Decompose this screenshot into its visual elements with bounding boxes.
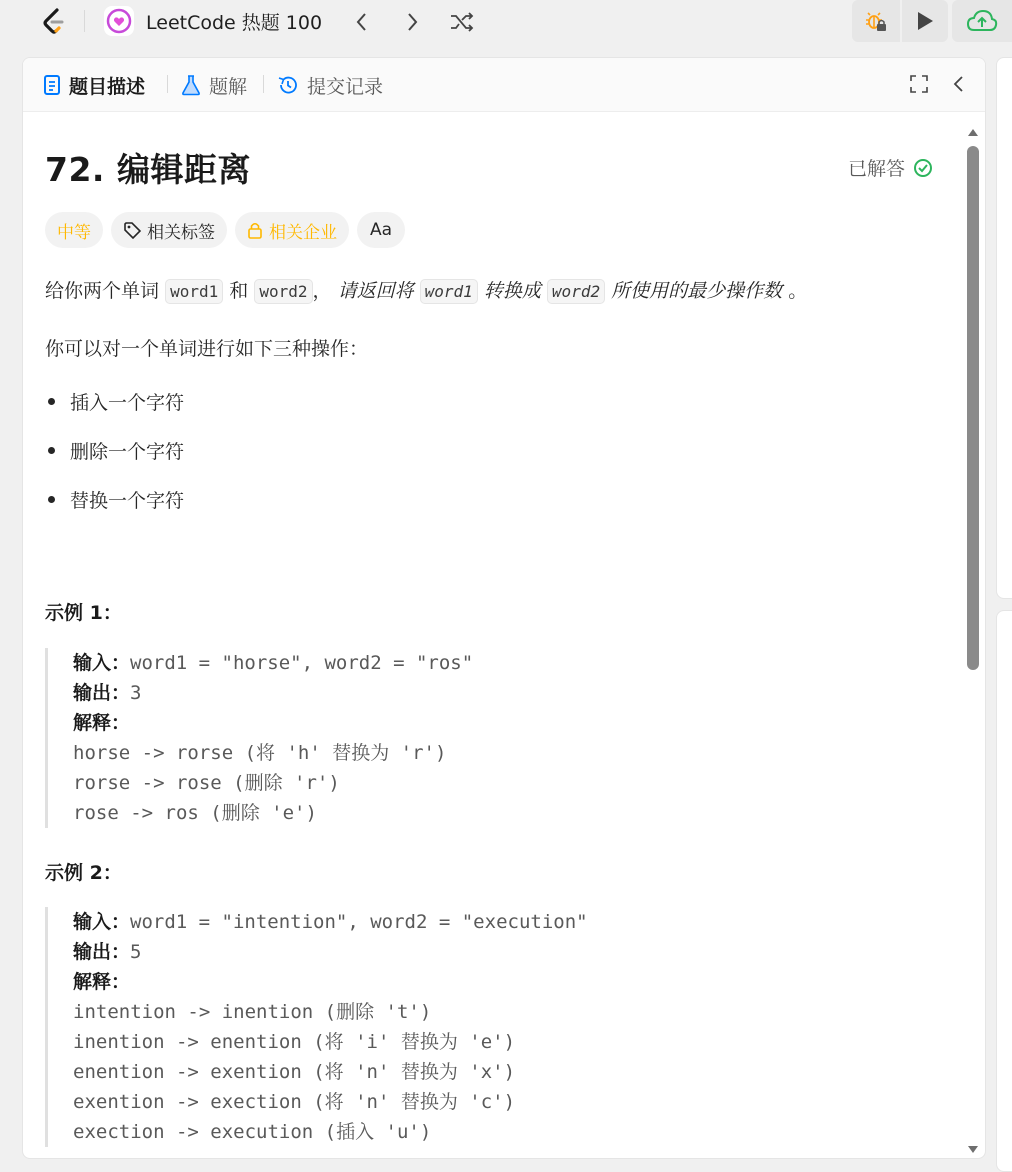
tab-description[interactable] (43, 70, 145, 100)
operations-intro: 你可以对一个单词进行如下三种操作： (45, 338, 369, 360)
chevron-left-icon (353, 11, 371, 33)
bug-lock-icon (864, 9, 888, 33)
difficulty-badge (45, 212, 103, 248)
chevron-right-icon (403, 11, 421, 33)
list-item-label: 删除一个字符 (70, 441, 185, 463)
code-editor-panel (996, 57, 1012, 599)
example-input (73, 907, 588, 937)
study-plan-title[interactable]: LeetCode 热题 100 (146, 11, 323, 34)
example-heading: 示例 2： (45, 862, 122, 884)
problem-description (45, 276, 807, 303)
bullet-dot (48, 496, 55, 503)
desc-text: 请返回将 (337, 280, 414, 302)
desc-text: 所使用的最少操作数 (611, 280, 783, 302)
tab-divider (167, 75, 168, 93)
example-input (73, 648, 473, 678)
desc-text: 转换成 (483, 280, 541, 302)
example-step: rorse -> rose (删除 'r') (73, 772, 340, 794)
description-panel (22, 57, 986, 1159)
desc-text: ， (312, 280, 332, 302)
desc-text: 。 (788, 280, 808, 302)
example-step: exention -> exection (将 'n' 替换为 'c') (73, 1091, 516, 1113)
inline-code: word2 (254, 279, 312, 304)
related-companies-button[interactable] (235, 212, 349, 248)
example-step: inention -> enention (将 'i' 替换为 'e') (73, 1031, 516, 1053)
example-heading: 示例 1： (45, 602, 122, 624)
solved-status-label: 已解答 (848, 158, 906, 180)
leetcode-logo-icon[interactable] (38, 6, 70, 38)
difficulty-label: 中等 (57, 222, 91, 243)
cloud-upload-icon (966, 9, 998, 33)
study-plan[interactable] (104, 6, 322, 36)
explain-label: 解释： (73, 971, 131, 993)
submit-button[interactable] (952, 0, 1012, 42)
next-problem-button[interactable] (396, 6, 428, 38)
example-step: horse -> rorse (将 'h' 替换为 'r') (73, 742, 447, 764)
history-icon (277, 74, 299, 96)
tag-row (45, 212, 413, 248)
tab-description-label: 题目描述 (69, 75, 146, 98)
lock-icon (247, 221, 263, 239)
input-value: word1 = "intention", word2 = "execution" (130, 911, 588, 933)
example-step: rose -> ros (删除 'e') (73, 802, 317, 824)
chevron-left-icon (951, 74, 967, 94)
tab-solutions[interactable] (181, 70, 247, 100)
list-item-label: 替换一个字符 (70, 490, 185, 512)
tab-submissions[interactable] (277, 70, 383, 100)
problem-title: 72. 编辑距离 (45, 150, 251, 189)
inline-code: word2 (547, 279, 605, 304)
example-block (45, 648, 473, 828)
list-item (45, 437, 184, 464)
top-bar (0, 0, 1012, 44)
tab-divider (263, 75, 264, 93)
test-case-panel (996, 610, 1012, 1172)
related-tags-button[interactable] (111, 212, 227, 248)
inline-code: word1 (420, 279, 478, 304)
divider (84, 10, 85, 32)
related-tags-label: 相关标签 (147, 222, 215, 243)
panel-tab-bar (23, 58, 985, 112)
example-output (73, 678, 473, 708)
inline-code: word1 (165, 279, 223, 304)
random-problem-button[interactable] (446, 6, 478, 38)
solved-status (848, 154, 933, 181)
description-icon (43, 74, 61, 96)
translate-button[interactable] (357, 212, 405, 248)
scroll-down-arrow[interactable] (967, 1140, 979, 1159)
play-icon (915, 10, 935, 32)
output-label: 输出： (73, 941, 131, 963)
list-item (45, 388, 184, 415)
tab-solutions-label: 题解 (209, 75, 248, 98)
bullet-dot (48, 398, 55, 405)
example-step: enention -> exention (将 'n' 替换为 'x') (73, 1061, 516, 1083)
input-label: 输入： (73, 652, 131, 674)
debug-button[interactable] (852, 0, 900, 42)
translate-icon: Aa (370, 220, 393, 240)
run-button[interactable] (902, 0, 948, 42)
output-label: 输出： (73, 682, 131, 704)
fullscreen-button[interactable] (903, 68, 935, 100)
example-block (45, 907, 588, 1147)
example-step: intention -> inention (删除 't') (73, 1001, 432, 1023)
heart-bubble-icon (104, 6, 134, 36)
input-label: 输入： (73, 911, 131, 933)
output-value: 3 (130, 682, 142, 704)
output-value: 5 (130, 941, 142, 963)
example-output (73, 937, 588, 967)
bullet-dot (48, 447, 55, 454)
tab-submissions-label: 提交记录 (307, 75, 384, 98)
scroll-up-arrow[interactable] (967, 122, 979, 141)
example-explain-label (73, 967, 588, 997)
flask-icon (181, 74, 201, 96)
explain-label: 解释： (73, 712, 131, 734)
list-item-label: 插入一个字符 (70, 392, 185, 414)
list-item (45, 486, 184, 513)
tag-icon (123, 221, 141, 239)
scrollbar-thumb[interactable] (967, 146, 979, 670)
desc-text: 和 (229, 280, 249, 302)
prev-problem-button[interactable] (346, 6, 378, 38)
input-value: word1 = "horse", word2 = "ros" (130, 652, 474, 674)
desc-text: 给你两个单词 (45, 280, 160, 302)
collapse-panel-button[interactable] (943, 68, 975, 100)
expand-icon (909, 74, 929, 94)
related-companies-label: 相关企业 (269, 222, 337, 243)
example-step: exection -> execution (插入 'u') (73, 1121, 432, 1143)
problem-content (23, 112, 963, 1158)
check-circle-icon (913, 158, 933, 178)
shuffle-icon (449, 11, 475, 33)
example-explain-label (73, 708, 473, 738)
